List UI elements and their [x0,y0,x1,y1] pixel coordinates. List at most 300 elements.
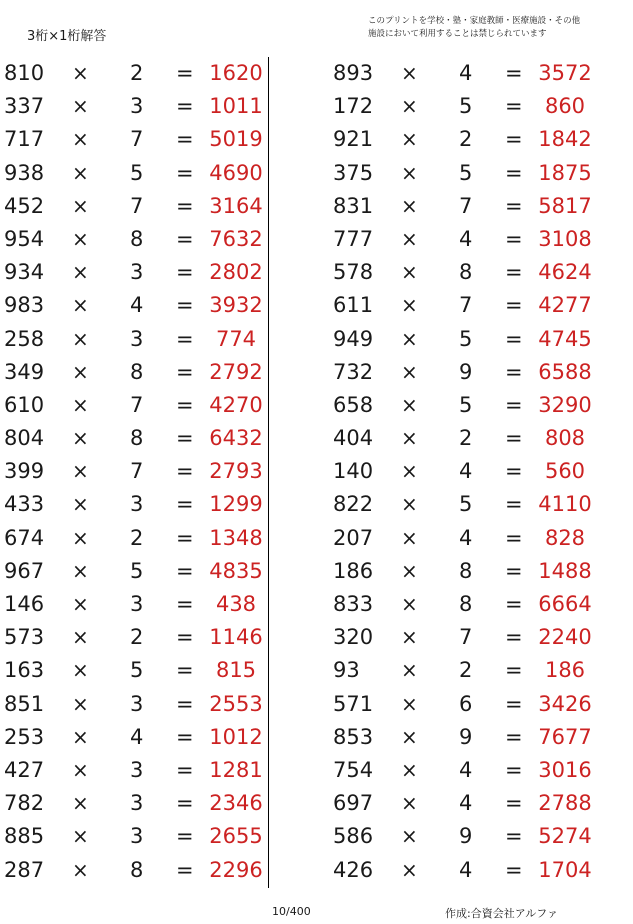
multiplier: 2 [130,61,144,85]
multiplicand: 452 [4,193,45,218]
problem-row [329,522,599,555]
multiplicand: 938 [4,160,45,185]
answer: 6432 [209,426,263,451]
answer: 2553 [209,691,263,716]
problem-row [0,223,270,256]
problem-row [329,289,599,322]
multiplicand: 93 [333,658,360,683]
multiplicand: 833 [333,592,374,616]
multiplier: 9 [459,724,473,749]
times-sign: × [401,658,418,683]
multiplicand: 810 [4,61,45,85]
problem-row [329,854,599,887]
multiplicand: 258 [4,326,45,351]
equals-sign: = [176,824,194,849]
answer: 2655 [209,824,263,849]
multiplier: 8 [459,558,473,583]
times-sign: × [401,824,418,849]
multiplier: 3 [130,592,144,616]
multiplier: 7 [459,625,473,650]
equals-sign: = [505,857,523,882]
equals-sign: = [176,226,194,251]
equals-sign: = [505,226,523,251]
equals-sign: = [505,193,523,218]
multiplier: 8 [130,857,144,882]
multiplicand: 426 [333,857,374,882]
multiplier: 4 [459,525,473,550]
multiplier: 5 [459,326,473,351]
answer: 438 [215,592,257,616]
equals-sign: = [176,127,194,152]
problem-row [329,90,599,123]
problem-row [0,522,270,555]
equals-sign: = [176,61,194,85]
multiplicand: 586 [333,824,374,849]
equals-sign: = [176,658,194,683]
times-sign: × [72,226,89,251]
problem-row [329,787,599,820]
problem-row [329,721,599,754]
equals-sign: = [505,658,523,683]
problem-row [0,157,270,190]
times-sign: × [401,426,418,451]
multiplier: 9 [459,359,473,384]
multiplier: 7 [130,193,144,218]
multiplicand: 782 [4,791,45,816]
equals-sign: = [505,426,523,451]
author-credit: 作成:合資会社アルファ [445,907,559,920]
multiplicand: 851 [4,691,45,716]
answer: 2296 [209,857,263,882]
times-sign: × [72,94,89,119]
answer: 1011 [209,94,263,119]
multiplicand: 337 [4,94,45,119]
times-sign: × [401,592,418,616]
multiplier: 5 [459,160,473,185]
problem-row [329,123,599,156]
problem-row [329,256,599,289]
times-sign: × [72,592,89,616]
problem-row [0,688,270,721]
multiplier: 3 [130,492,144,517]
answer: 7632 [209,226,263,251]
problem-row [329,688,599,721]
problem-row [329,588,599,621]
problem-row [0,721,270,754]
multiplier: 3 [130,757,144,782]
multiplicand: 949 [333,326,374,351]
multiplier: 5 [130,658,144,683]
equals-sign: = [176,724,194,749]
multiplicand: 954 [4,226,45,251]
right-problem-column [329,57,599,887]
problem-row [0,754,270,787]
problem-row [0,57,270,90]
times-sign: × [72,193,89,218]
times-sign: × [401,724,418,749]
equals-sign: = [176,426,194,451]
equals-sign: = [505,724,523,749]
answer: 860 [544,94,586,119]
multiplicand: 320 [333,625,374,650]
times-sign: × [401,857,418,882]
multiplier: 8 [459,592,473,616]
answer: 1488 [538,558,592,583]
times-sign: × [401,260,418,285]
problem-row [329,190,599,223]
problem-row [0,289,270,322]
multiplicand: 146 [4,592,45,616]
problem-row [329,488,599,521]
equals-sign: = [505,691,523,716]
times-sign: × [72,691,89,716]
answer: 5274 [538,824,592,849]
multiplier: 6 [459,691,473,716]
multiplier: 9 [459,824,473,849]
times-sign: × [401,359,418,384]
equals-sign: = [505,359,523,384]
times-sign: × [401,392,418,417]
multiplicand: 831 [333,193,374,218]
problem-row [0,389,270,422]
multiplicand: 140 [333,459,374,484]
times-sign: × [72,658,89,683]
multiplier: 3 [130,326,144,351]
multiplier: 4 [130,724,144,749]
multiplier: 4 [459,857,473,882]
answer: 1281 [209,757,263,782]
problem-row [329,323,599,356]
problem-row [0,190,270,223]
problem-row [0,588,270,621]
times-sign: × [72,857,89,882]
multiplier: 8 [130,226,144,251]
multiplicand: 253 [4,724,45,749]
multiplicand: 921 [333,127,374,152]
times-sign: × [401,160,418,185]
answer: 5817 [538,193,592,218]
multiplicand: 893 [333,61,374,85]
equals-sign: = [176,625,194,650]
equals-sign: = [505,625,523,650]
times-sign: × [72,757,89,782]
multiplicand: 611 [333,293,374,318]
equals-sign: = [505,492,523,517]
equals-sign: = [176,193,194,218]
equals-sign: = [176,293,194,318]
answer: 3290 [538,392,592,417]
times-sign: × [401,193,418,218]
answer: 808 [544,426,586,451]
times-sign: × [401,558,418,583]
times-sign: × [401,226,418,251]
equals-sign: = [505,61,523,85]
times-sign: × [72,459,89,484]
usage-notice-line1: このプリントを学校・塾・家庭教師・医療施設・その他 [368,16,581,26]
answer: 1146 [209,625,263,650]
multiplicand: 433 [4,492,45,517]
problem-row [0,555,270,588]
equals-sign: = [505,326,523,351]
multiplier: 4 [459,757,473,782]
answer: 560 [544,459,586,484]
answer: 1299 [209,492,263,517]
multiplier: 5 [459,492,473,517]
answer: 4835 [209,558,263,583]
problem-row [0,323,270,356]
times-sign: × [401,61,418,85]
equals-sign: = [176,359,194,384]
answer: 186 [544,658,586,683]
multiplicand: 674 [4,525,45,550]
multiplicand: 163 [4,658,45,683]
multiplicand: 732 [333,359,374,384]
multiplicand: 287 [4,857,45,882]
multiplier: 7 [459,293,473,318]
answer: 2240 [538,625,592,650]
answer: 774 [215,326,257,351]
equals-sign: = [176,326,194,351]
multiplicand: 172 [333,94,374,119]
problem-row [0,820,270,853]
problem-row [0,488,270,521]
answer: 2802 [209,260,263,285]
problem-row [0,123,270,156]
answer: 2788 [538,791,592,816]
equals-sign: = [505,127,523,152]
multiplier: 4 [459,459,473,484]
multiplier: 4 [130,293,144,318]
multiplier: 4 [459,791,473,816]
problem-row [0,654,270,687]
problem-row [329,654,599,687]
times-sign: × [72,392,89,417]
times-sign: × [401,127,418,152]
times-sign: × [401,791,418,816]
equals-sign: = [176,392,194,417]
answer: 1704 [538,857,592,882]
multiplicand: 697 [333,791,374,816]
multiplier: 3 [130,94,144,119]
problem-row [0,356,270,389]
times-sign: × [72,326,89,351]
answer: 1620 [209,61,263,85]
multiplicand: 983 [4,293,45,318]
multiplier: 3 [130,691,144,716]
problem-row [0,621,270,654]
times-sign: × [72,426,89,451]
equals-sign: = [176,757,194,782]
problem-row [0,90,270,123]
multiplicand: 349 [4,359,45,384]
multiplier: 8 [130,359,144,384]
times-sign: × [401,293,418,318]
usage-notice-line2: 施設において利用することは禁じられています [368,29,547,39]
equals-sign: = [505,94,523,119]
equals-sign: = [176,525,194,550]
problem-row [329,754,599,787]
equals-sign: = [505,592,523,616]
times-sign: × [72,824,89,849]
multiplier: 3 [130,824,144,849]
multiplier: 5 [459,94,473,119]
multiplier: 5 [130,558,144,583]
answer: 7677 [538,724,592,749]
answer: 3572 [538,61,592,85]
multiplicand: 717 [4,127,45,152]
multiplier: 7 [130,127,144,152]
times-sign: × [401,625,418,650]
multiplicand: 578 [333,260,374,285]
worksheet-title: 3桁×1桁解答 [27,29,107,44]
problem-row [329,57,599,90]
times-sign: × [401,492,418,517]
equals-sign: = [505,293,523,318]
equals-sign: = [505,824,523,849]
multiplier: 2 [130,525,144,550]
multiplier: 3 [130,791,144,816]
answer: 1348 [209,525,263,550]
multiplicand: 573 [4,625,45,650]
problem-row [329,455,599,488]
usage-notice [368,15,580,41]
problem-row [329,820,599,853]
answer: 2792 [209,359,263,384]
times-sign: × [72,61,89,85]
answer: 3108 [538,226,592,251]
times-sign: × [72,492,89,517]
answer: 5019 [209,127,263,152]
problem-row [329,157,599,190]
times-sign: × [401,94,418,119]
multiplicand: 804 [4,426,45,451]
times-sign: × [72,791,89,816]
problem-row [329,621,599,654]
multiplier: 7 [459,193,473,218]
multiplier: 5 [459,392,473,417]
equals-sign: = [505,392,523,417]
multiplicand: 571 [333,691,374,716]
answer: 3016 [538,757,592,782]
multiplicand: 207 [333,525,374,550]
multiplier: 2 [459,127,473,152]
equals-sign: = [176,260,194,285]
equals-sign: = [505,160,523,185]
multiplier: 3 [130,260,144,285]
multiplier: 7 [130,392,144,417]
answer: 815 [215,658,257,683]
answer: 1875 [538,160,592,185]
multiplier: 7 [130,459,144,484]
equals-sign: = [505,558,523,583]
answer: 1012 [209,724,263,749]
multiplicand: 658 [333,392,374,417]
answer: 828 [544,525,586,550]
multiplicand: 375 [333,160,374,185]
equals-sign: = [505,757,523,782]
answer: 4277 [538,293,592,318]
problem-row [0,422,270,455]
equals-sign: = [176,459,194,484]
problem-row [329,389,599,422]
multiplicand: 399 [4,459,45,484]
multiplicand: 610 [4,392,45,417]
answer: 1842 [538,127,592,152]
equals-sign: = [505,459,523,484]
answer: 2346 [209,791,263,816]
multiplicand: 853 [333,724,374,749]
times-sign: × [72,127,89,152]
answer: 3932 [209,293,263,318]
multiplier: 2 [459,426,473,451]
multiplicand: 404 [333,426,374,451]
equals-sign: = [176,558,194,583]
times-sign: × [401,459,418,484]
times-sign: × [401,326,418,351]
multiplicand: 822 [333,492,374,517]
equals-sign: = [505,525,523,550]
times-sign: × [72,724,89,749]
times-sign: × [72,160,89,185]
equals-sign: = [176,691,194,716]
left-problem-column [0,57,270,887]
problem-row [329,555,599,588]
equals-sign: = [176,492,194,517]
multiplier: 2 [459,658,473,683]
problem-row [0,455,270,488]
equals-sign: = [176,94,194,119]
equals-sign: = [176,160,194,185]
times-sign: × [72,260,89,285]
multiplier: 8 [459,260,473,285]
times-sign: × [72,293,89,318]
multiplier: 5 [130,160,144,185]
times-sign: × [72,525,89,550]
equals-sign: = [505,260,523,285]
multiplier: 8 [130,426,144,451]
answer: 4690 [209,160,263,185]
times-sign: × [72,558,89,583]
problem-row [329,356,599,389]
answer: 3164 [209,193,263,218]
multiplier: 2 [130,625,144,650]
times-sign: × [401,525,418,550]
problem-row [0,256,270,289]
multiplier: 4 [459,226,473,251]
equals-sign: = [176,592,194,616]
multiplicand: 754 [333,757,374,782]
equals-sign: = [176,791,194,816]
page-number: 10/400 [272,905,311,918]
multiplicand: 967 [4,558,45,583]
multiplicand: 777 [333,226,374,251]
problem-row [0,854,270,887]
equals-sign: = [176,857,194,882]
multiplicand: 427 [4,757,45,782]
times-sign: × [401,757,418,782]
equals-sign: = [505,791,523,816]
multiplier: 4 [459,61,473,85]
answer: 4110 [538,492,592,517]
problem-row [329,422,599,455]
problem-row [0,787,270,820]
times-sign: × [72,625,89,650]
answer: 4270 [209,392,263,417]
multiplicand: 186 [333,558,374,583]
answer: 6588 [538,359,592,384]
answer: 2793 [209,459,263,484]
column-divider [268,57,269,888]
